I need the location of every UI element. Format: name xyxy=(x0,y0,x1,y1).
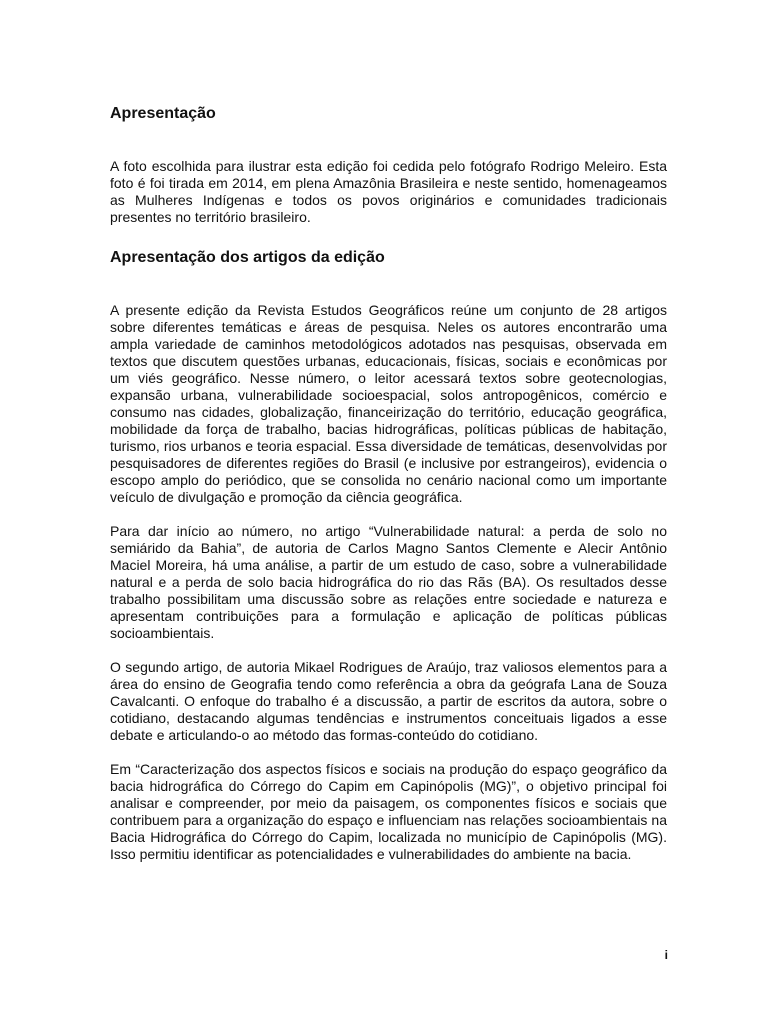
paragraph: Em “Caracterização dos aspectos físicos e sociais na produção do espaço geográfico da bacia hidrográfica do Córrego do Capim em Capinópolis (MG)”, o objetivo principal foi analisar e compreender, por meio da paisagem, os componentes físicos e sociais que contribuem para a organização do espaço e influenciam nas relações socioambientais na Bacia Hidrográfica do Córrego do Capim, localizada no município de Capinópolis (MG). Isso permitiu identificar as potencialidades e vulnerabilidades do ambiente na bacia. xyxy=(110,761,667,862)
paragraph: O segundo artigo, de autoria Mikael Rodrigues de Araújo, traz valiosos elementos para a área do ensino de Geografia tendo como referência a obra da geógrafa Lana de Souza Cavalcanti. O enfoque do trabalho é a discussão, a partir de escritos da autora, sobre o cotidiano, destacando algumas tendências e instrumentos conceituais ligados a esse debate e articulando-o ao método das formas-conteúdo do cotidiano. xyxy=(110,659,667,743)
paragraph: A presente edição da Revista Estudos Geográficos reúne um conjunto de 28 artigos sobre diferentes temáticas e áreas de pesquisa. Neles os autores encontrarão uma ampla variedade de caminhos metodológicos adotados nas pesquisas, observada em textos que discutem questões urbanas, educacionais, físicas, sociais e econômicas por um viés geográfico. Nesse número, o leitor acessará textos sobre geotecnologias, expansão urbana, vulnerabilidade socioespacial, solos antropogênicos, comércio e consumo nas cidades, globalização, financeirização do território, educação geográfica, mobilidade da força de trabalho, bacias hidrográficas, políticas públicas de habitação, turismo, rios urbanos e teoria espacial. Essa diversidade de temáticas, desenvolvidas por pesquisadores de diferentes regiões do Brasil (e inclusive por estrangeiros), evidencia o escopo amplo do periódico, que se consolida no cenário nacional como um importante veículo de divulgação e promoção da ciência geográfica. xyxy=(110,302,667,505)
section-heading-apresentacao: Apresentação xyxy=(110,105,216,122)
paragraph: A foto escolhida para ilustrar esta edição foi cedida pelo fotógrafo Rodrigo Meleiro. Esta foto é foi tirada em 2014, em plena Amazônia Brasileira e neste sentido, homenageamos as Mulheres Indígenas e todos os povos originários e comunidades tradicionais presentes no território brasileiro. xyxy=(110,158,667,225)
paragraph: Para dar início ao número, no artigo “Vulnerabilidade natural: a perda de solo no semiárido da Bahia”, de autoria de Carlos Magno Santos Clemente e Alecir Antônio Maciel Moreira, há uma análise, a partir de um estudo de caso, sobre a vulnerabilidade natural e a perda de solo bacia hidrográfica do rio das Rãs (BA). Os resultados desse trabalho possibilitam uma discussão sobre as relações entre sociedade e natureza e apresentam contribuições para a formulação e aplicação de políticas públicas socioambientais. xyxy=(110,523,667,641)
section-heading-artigos: Apresentação dos artigos da edição xyxy=(110,249,385,266)
page-content xyxy=(110,104,667,880)
page-number: i xyxy=(664,948,668,962)
